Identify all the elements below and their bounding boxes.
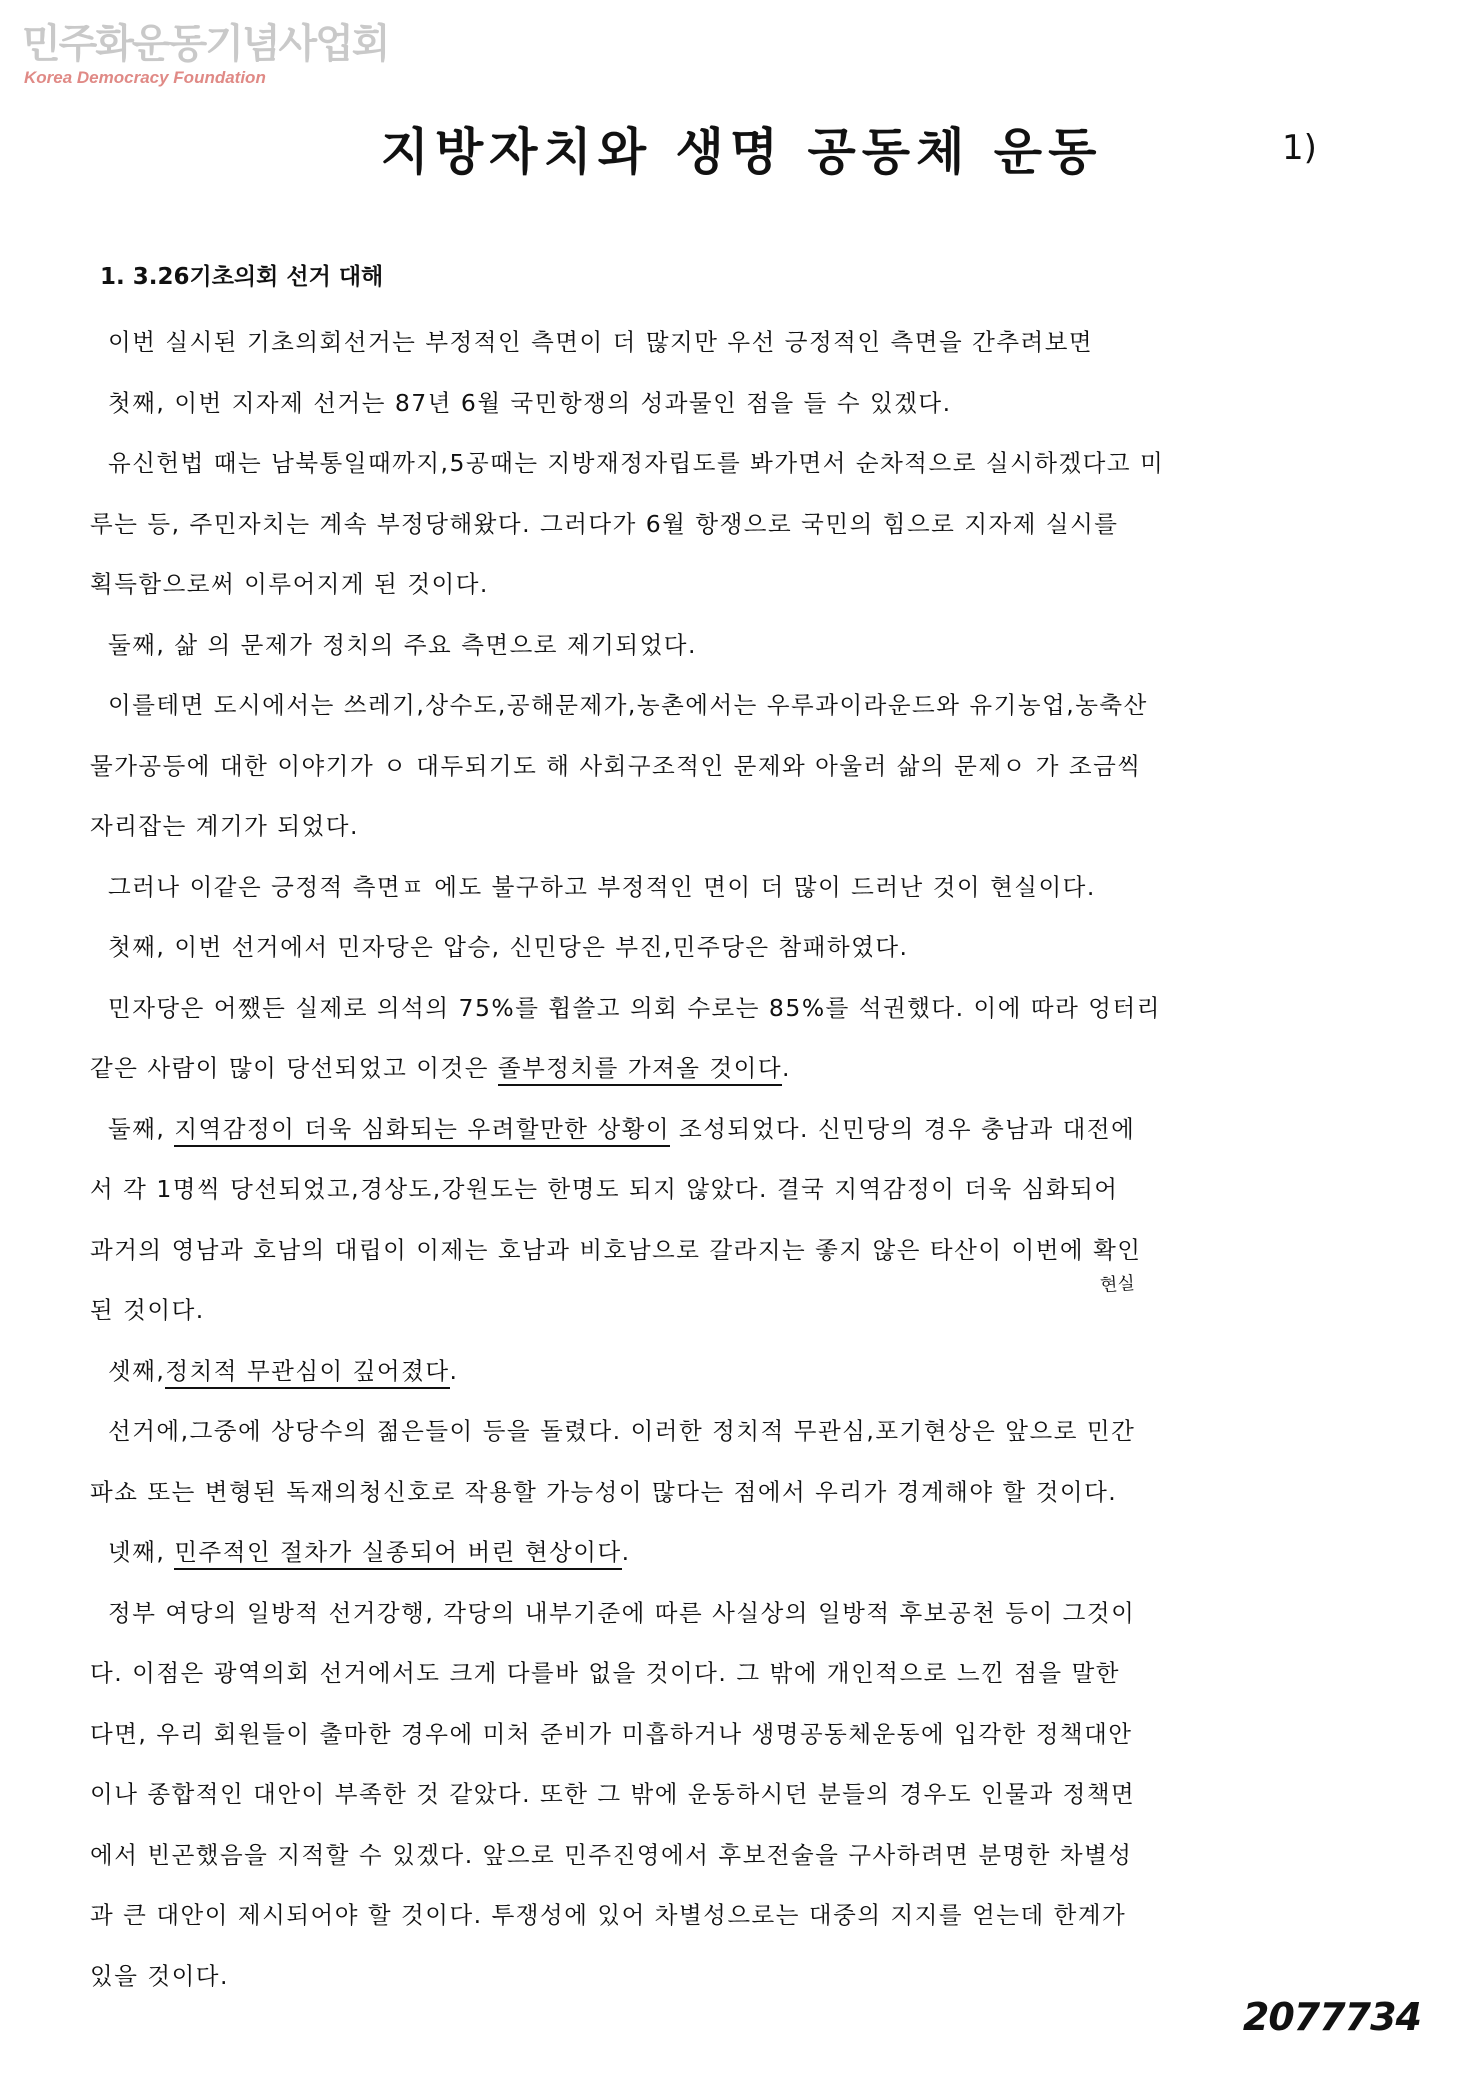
body-line: 첫째, 이번 선거에서 민자당은 압승, 신민당은 부진,민주당은 참패하였다. [108, 933, 909, 961]
underlined-text: 정치적 무관심이 깊어졌다 [165, 1357, 449, 1389]
body-line [90, 1522, 1370, 1583]
body-line: 자리잡는 계기가 되었다. [90, 812, 359, 840]
underlined-text: 졸부정치를 가져올 것이다 [498, 1054, 782, 1086]
watermark-english: Korea Democracy Foundation [24, 68, 266, 87]
body-line: 과 큰 대안이 제시되어야 할 것이다. 투쟁성에 있어 차별성으로는 대중의 지지를 얻는데 한계가 [90, 1901, 1127, 1929]
body-line: 선거에,그중에 상당수의 젊은들이 등을 돌렸다. 이러한 정치적 무관심,포기현상은 앞으로 민간 [108, 1417, 1136, 1445]
body-line: 다. 이점은 광역의회 선거에서도 크게 다를바 없을 것이다. 그 밖에 개인적으로 느낀 점을 말한 [90, 1659, 1120, 1687]
body-line: 있을 것이다. [90, 1961, 229, 1990]
watermark-logo [22, 22, 388, 88]
body-text: . [621, 1538, 631, 1566]
handwritten-page-number: 2077734 [1242, 1995, 1421, 2039]
body-line: 이번 실시된 기초의회선거는 부정적인 측면이 더 많지만 우선 긍정적인 측면을 간추려보면 [108, 328, 1094, 356]
document-body [90, 312, 1370, 2006]
footnote-mark: 1) [1282, 128, 1317, 168]
body-line: 획득함으로써 이루어지게 된 것이다. [90, 570, 489, 598]
body-text: 같은 사람이 많이 당선되었고 이것은 [90, 1054, 498, 1082]
body-text: 둘째, [108, 1114, 175, 1143]
body-text: . [449, 1356, 459, 1385]
body-line: 과거의 영남과 호남의 대립이 이제는 호남과 비호남으로 갈라지는 좋지 않은 타산이 이번에 확인 [90, 1235, 1142, 1264]
handwritten-margin-note: 현실 [1099, 1272, 1136, 1297]
underlined-text: 지역감정이 더욱 심화되는 우려할만한 상황이 [174, 1115, 670, 1147]
body-line [90, 1038, 1370, 1099]
body-line: 둘째, 삶 의 문제가 정치의 주요 측면으로 제기되었다. [108, 630, 697, 659]
body-line: 첫째, 이번 지자제 선거는 87년 6월 국민항쟁의 성과물인 점을 들 수 있겠다. [108, 388, 952, 417]
body-line: 이를테면 도시에서는 쓰레기,상수도,공해문제가,농촌에서는 우루과이라운드와 유기농업,농축산 [108, 691, 1148, 719]
section-heading: 1. 3.26기초의회 선거 대해 [100, 264, 384, 290]
body-text: . [782, 1054, 792, 1082]
body-line: 그러나 이같은 긍정적 측면ㅍ 에도 불구하고 부정적인 면이 더 많이 드러난 것이 현실이다. [108, 872, 1096, 901]
body-line [90, 1099, 1370, 1160]
body-text: 셋째, [108, 1356, 166, 1385]
body-text: 넷째, [108, 1538, 175, 1566]
body-line: 민자당은 어쨌든 실제로 의석의 75%를 휩쓸고 의회 수로는 85%를 석권했다. 이에 따라 엉터리 [108, 993, 1161, 1022]
body-line [90, 1341, 1370, 1402]
body-line: 루는 등, 주민자치는 계속 부정당해왔다. 그러다가 6월 항쟁으로 국민의 힘으로 지자제 실시를 [90, 509, 1119, 538]
body-line: 물가공등에 대한 이야기가 ㅇ 대두되기도 해 사회구조적인 문제와 아울러 삶의 문제ㅇ 가 조금씩 [90, 751, 1142, 780]
body-line: 유신헌법 때는 남북통일때까지,5공때는 지방재정자립도를 봐가면서 순차적으로 실시하겠다고 미 [108, 449, 1165, 477]
body-line: 파쇼 또는 변형된 독재의청신호로 작용할 가능성이 많다는 점에서 우리가 경계해야 할 것이다. [90, 1477, 1118, 1506]
watermark-korean: 민주화운동기념사업회 [22, 21, 389, 67]
body-line: 서 각 1명씩 당선되었고,경상도,강원도는 한명도 되지 않았다. 결국 지역감정이 더욱 심화되어 [90, 1175, 1119, 1203]
body-line: 이나 종합적인 대안이 부족한 것 같았다. 또한 그 밖에 운동하시던 분들의 경우도 인물과 정책면 [90, 1780, 1136, 1808]
underlined-text: 민주적인 절차가 실종되어 버린 현상이다 [174, 1538, 621, 1570]
body-line: 에서 빈곤했음을 지적할 수 있겠다. 앞으로 민주진영에서 후보전술을 구사하려면 분명한 차별성 [90, 1840, 1133, 1869]
body-line: 정부 여당의 일방적 선거강행, 각당의 내부기준에 따른 사실상의 일방적 후보공천 등이 그것이 [108, 1598, 1136, 1627]
body-line: 된 것이다. [90, 1296, 205, 1324]
body-text: 조성되었다. 신민당의 경우 충남과 대전에 [670, 1114, 1136, 1143]
body-line: 다면, 우리 회원들이 출마한 경우에 미처 준비가 미흡하거나 생명공동체운동에 입각한 정책대안 [90, 1719, 1133, 1748]
document-title: 지방자치와 생명 공동체 운동 [380, 122, 1103, 181]
